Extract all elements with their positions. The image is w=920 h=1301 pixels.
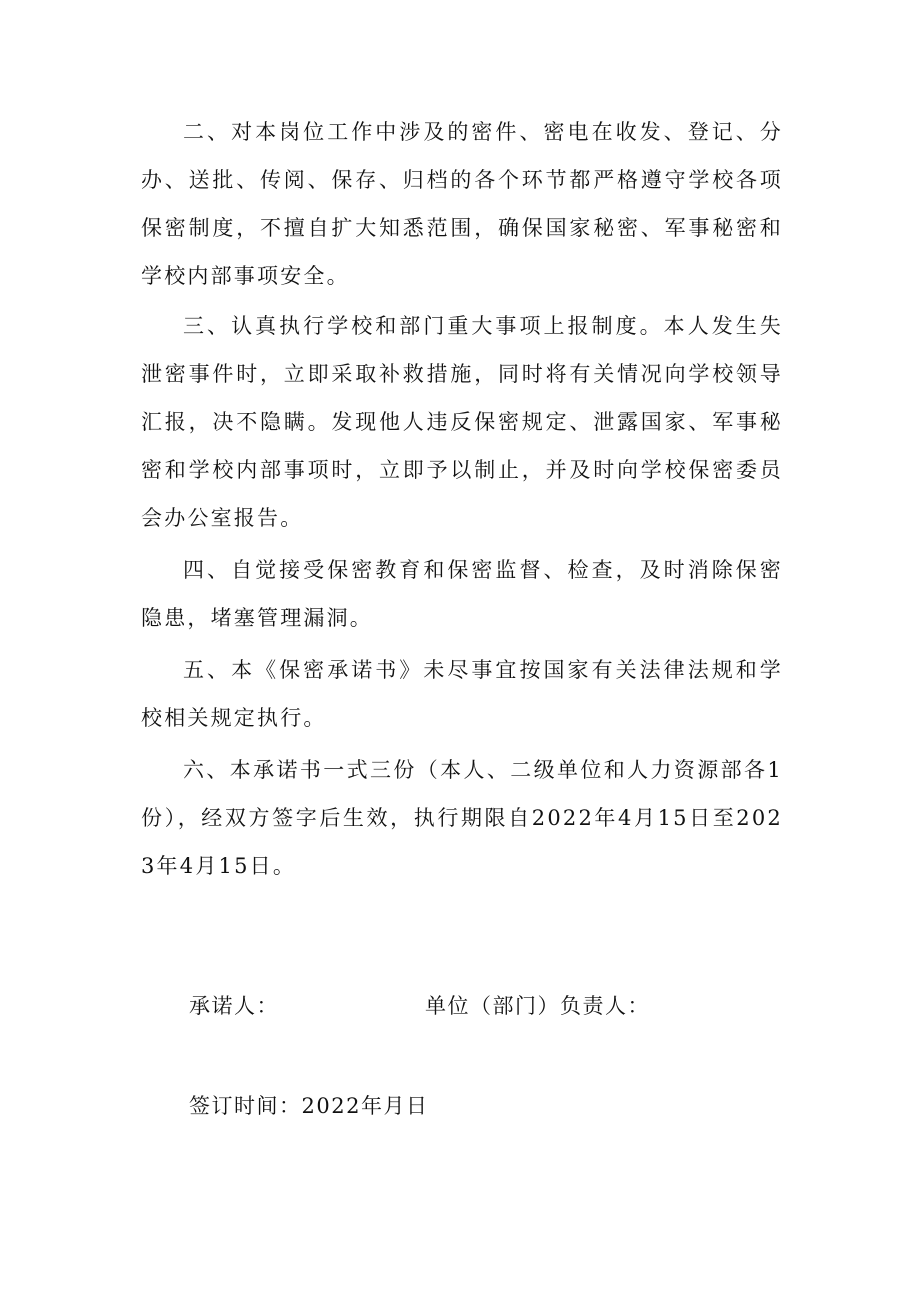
paragraph-five: 五、本《保密承诺书》未尽事宜按国家有关法律法规和学校相关规定执行。 xyxy=(141,658,783,730)
signing-date: 签订时间：2022年月日 xyxy=(189,1094,429,1118)
paragraph-three: 三、认真执行学校和部门重大事项上报制度。本人发生失泄密事件时，立即采取补救措施，同时将有关情况向学校领导汇报，决不隐瞒。发现他人违反保密规定、泄露国家、军事秘密和学校内部事项时，立即予以制止，并及时向学校保密委员会办公室报告。 xyxy=(141,314,783,530)
promisor-label: 承诺人： xyxy=(189,994,279,1018)
paragraph-six: 六、本承诺书一式三份（本人、二级单位和人力资源部各1份），经双方签字后生效，执行期限自2022年4月15日至2023年4月15日。 xyxy=(141,758,783,878)
paragraph-two: 二、对本岗位工作中涉及的密件、密电在收发、登记、分办、送批、传阅、保存、归档的各个环节都严格遵守学校各项保密制度，不擅自扩大知悉范围，确保国家秘密、军事秘密和学校内部事项安全。 xyxy=(141,120,783,288)
document-body xyxy=(141,108,783,890)
unit-head-label: 单位（部门）负责人： xyxy=(425,994,650,1018)
paragraph-four: 四、自觉接受保密教育和保密监督、检查，及时消除保密隐患，堵塞管理漏洞。 xyxy=(141,558,783,630)
